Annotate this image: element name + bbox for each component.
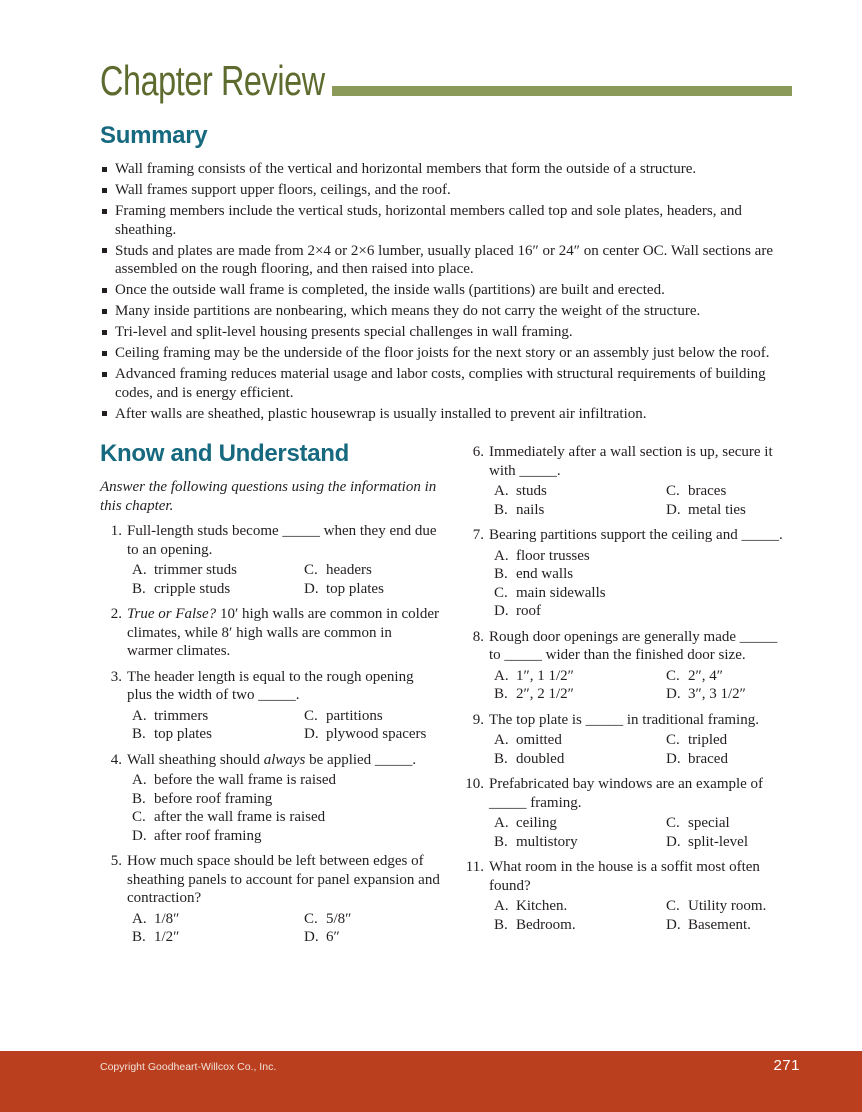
bullet-text: Advanced framing reduces material usage and labor costs, complies with structural requirements of building codes, and is energy efficient. [115,366,766,401]
option-text: ceiling [516,815,557,831]
option-label: B. [494,501,508,518]
option-label: A. [494,483,509,499]
question-item [100,605,441,661]
option-item [304,725,441,744]
option-text: 3″, 3 1/2″ [688,686,746,702]
option-label: A. [494,815,509,831]
option-item [304,580,441,599]
option-text: omitted [516,732,562,748]
option-label: C. [666,898,680,914]
question-body [489,775,792,851]
option-text: top plates [326,580,384,597]
question-number: 9. [472,711,484,728]
bullet-item [100,405,792,424]
options-list [132,771,441,845]
option-item [666,731,792,750]
option-item [494,667,666,686]
option-label: D. [666,833,681,850]
questions-left-list [100,522,441,947]
bullet-item [100,365,792,402]
option-label: D. [304,726,319,742]
option-label: B. [132,726,146,742]
option-text: plywood spacers [326,726,427,742]
option-item [494,750,666,769]
option-text: partitions [326,707,383,724]
question-text [127,852,441,908]
options-list [132,561,441,598]
option-text: end walls [516,566,574,582]
option-label: C. [666,483,680,499]
option-text: Bedroom. [516,916,576,933]
page-title: Chapter Review [100,57,325,104]
instructions-text: Answer the following questions using the information in this chapter. [100,479,437,514]
bullet-text: Framing members include the vertical studs, horizontal members called top and sole plates, headers, and sheathing. [115,203,742,238]
question-item [462,858,792,934]
question-text [489,526,792,545]
question-number: 10. [465,776,484,792]
question-text-segment: The header length is equal to the rough opening plus the width of two _____. [127,668,414,703]
option-item [666,667,792,686]
option-label: A. [494,667,509,684]
option-item [132,928,304,947]
bullet-text: After walls are sheathed, plastic housewrap is usually installed to prevent air infiltration. [115,405,647,422]
question-body [489,628,792,704]
question-text-segment: 10′ high walls are common in colder climates, while 8′ high walls are common in warmer climates. [127,606,439,659]
option-item [494,501,666,520]
option-text: floor trusses [516,547,590,564]
bullet-item [100,344,792,363]
option-item [494,833,666,852]
option-item [494,897,666,916]
question-text-segment: always [263,751,306,768]
option-label: D. [666,501,681,518]
question-text-segment: The top plate is _____ in traditional framing. [489,711,759,728]
option-item [132,790,441,809]
option-label: C. [304,562,318,578]
option-item [494,547,792,566]
bullet-item [100,202,792,239]
option-text: nails [516,501,545,518]
option-label: D. [304,580,319,597]
option-label: D. [132,827,147,844]
question-body [489,858,792,934]
option-text: 1/2″ [154,929,180,945]
question-item [100,751,441,846]
question-number: 11. [465,859,484,875]
question-body [489,443,792,519]
bullet-item [100,242,792,279]
bullet-item [100,323,792,342]
option-label: D. [666,686,681,702]
option-text: Utility room. [688,898,767,914]
question-text [127,751,441,770]
chapter-review-header [100,57,792,112]
question-text-segment: Rough door openings are generally made _____ to _____ wider than the finished door size. [489,628,778,663]
options-list [132,707,441,744]
question-text [127,668,441,705]
option-label: C. [304,707,318,724]
question-text-segment: Immediately after a wall section is up, secure it with _____. [489,444,773,479]
bullet-item [100,160,792,179]
option-text: 2″, 4″ [688,667,723,684]
options-list [494,731,792,768]
question-item [462,775,792,851]
question-body [127,852,441,947]
option-label: C. [132,809,146,825]
option-item [494,685,666,704]
question-body [489,711,792,769]
option-item [132,808,441,827]
option-text: tripled [688,732,728,748]
option-label: D. [494,603,509,619]
bullet-item [100,302,792,321]
option-item [494,916,666,935]
option-text: Kitchen. [516,898,568,914]
question-number: 5. [110,853,122,869]
option-text: main sidewalls [516,584,606,601]
option-label: B. [494,566,508,582]
option-item [494,482,666,501]
option-item [132,771,441,790]
question-text-segment: How much space should be left between edges of sheathing panels to account for panel expansion and contraction? [127,853,440,906]
options-list [494,897,792,934]
bullet-text: Studs and plates are made from 2×4 or 2×6 lumber, usually placed 16″ or 24″ on center OC. Wall sections are assembled on the rough flooring, and then raised into place. [115,242,773,277]
option-text: headers [326,562,372,578]
question-number: 1. [110,523,122,539]
option-label: A. [132,562,147,578]
know-heading: Know and Understand [100,440,349,467]
option-label: B. [494,750,508,767]
option-text: trimmers [154,707,209,724]
question-text-segment: Prefabricated bay windows are an example of _____ framing. [489,776,764,811]
option-item [494,565,792,584]
option-item [494,584,792,603]
question-item [462,443,792,519]
bullet-text: Many inside partitions are nonbearing, which means they do not carry the weight of the structure. [115,303,701,319]
option-label: A. [132,910,147,927]
option-text: 2″, 2 1/2″ [516,686,574,702]
question-text [489,858,792,895]
options-list [494,547,792,621]
question-number: 2. [110,606,122,622]
question-item [100,522,441,598]
option-label: A. [132,707,147,724]
know-and-understand-section [100,440,792,954]
question-body [127,751,441,846]
page-number: 271 [773,1057,800,1074]
option-item [304,707,441,726]
bullet-text: Wall framing consists of the vertical and horizontal members that form the outside of a structure. [115,161,697,177]
options-list [494,482,792,519]
question-text-segment: Full-length studs become _____ when they end due to an opening. [127,523,437,558]
option-text: trimmer studs [154,562,237,578]
option-text: top plates [154,726,212,742]
bullet-item [100,281,792,300]
option-text: 5/8″ [326,910,352,927]
question-text [489,775,792,812]
option-item [304,928,441,947]
option-text: braces [688,483,727,499]
option-label: C. [494,584,508,601]
page-content [100,122,792,954]
question-item [100,852,441,947]
bullet-text: Wall frames support upper floors, ceilings, and the roof. [115,182,451,198]
option-label: B. [494,833,508,850]
option-label: D. [666,750,681,767]
question-text [489,443,792,480]
question-text-segment: be applied _____. [305,751,417,768]
option-text: cripple studs [154,580,231,597]
option-text: after roof framing [154,827,262,844]
summary-list [100,160,792,423]
question-text-segment: Wall sheathing should [127,751,264,768]
questions-left-column [100,440,441,954]
option-item [132,827,441,846]
option-item [494,731,666,750]
questions-right-column [462,440,792,941]
option-label: A. [494,732,509,748]
option-item [666,750,792,769]
question-item [462,711,792,769]
option-label: A. [494,547,509,564]
option-item [494,602,792,621]
bullet-text: Tri-level and split-level housing presents special challenges in wall framing. [115,324,573,340]
option-item [666,501,792,520]
question-text [127,522,441,559]
option-label: B. [132,929,146,945]
question-item [100,668,441,744]
question-body [489,526,792,621]
option-text: braced [688,750,728,767]
option-item [132,580,304,599]
question-text-segment: Bearing partitions support the ceiling and _____. [489,527,783,543]
option-label: C. [666,815,680,831]
question-number: 7. [472,527,484,543]
questions-right-list [462,443,792,934]
option-item [132,910,304,929]
option-text: split-level [688,833,748,850]
option-text: roof [516,603,541,619]
title-rule [332,86,792,96]
question-text [127,605,441,661]
option-item [666,833,792,852]
option-text: studs [516,483,547,499]
option-text: metal ties [688,501,746,518]
option-item [666,897,792,916]
option-label: C. [304,910,318,927]
option-item [494,814,666,833]
option-label: A. [132,772,147,788]
option-label: B. [494,686,508,702]
footer-bar [0,1051,862,1112]
option-text: special [688,815,730,831]
bullet-text: Ceiling framing may be the underside of the floor joists for the next story or an assembly just below the roof. [115,345,770,361]
option-text: before roof framing [154,790,273,807]
option-text: before the wall frame is raised [154,772,336,788]
question-number: 4. [110,751,122,768]
footer-copyright: Copyright Goodheart-Willcox Co., Inc. [100,1061,277,1073]
option-text: 1″, 1 1/2″ [516,667,574,684]
option-item [304,910,441,929]
question-number: 8. [472,628,484,645]
question-number: 6. [472,444,484,460]
option-item [666,916,792,935]
option-item [132,707,304,726]
option-label: C. [666,732,680,748]
question-body [127,605,441,661]
option-label: B. [494,916,508,933]
option-label: D. [304,929,319,945]
question-text [489,628,792,665]
question-item [462,628,792,704]
option-item [666,814,792,833]
option-text: 1/8″ [154,910,180,927]
option-label: A. [494,898,509,914]
option-label: B. [132,580,146,597]
option-item [304,561,441,580]
question-body [127,522,441,598]
question-text-segment: True or False? [127,606,217,622]
question-text-segment: What room in the house is a soffit most often found? [489,859,760,894]
option-text: doubled [516,750,565,767]
summary-heading: Summary [100,122,208,149]
question-text [489,711,792,730]
option-label: C. [666,667,680,684]
option-label: B. [132,790,146,807]
option-text: multistory [516,833,578,850]
options-list [494,667,792,704]
options-list [132,910,441,947]
option-item [132,561,304,580]
option-text: Basement. [688,916,751,933]
bullet-text: Once the outside wall frame is completed, the inside walls (partitions) are built and erected. [115,282,665,298]
bullet-item [100,181,792,200]
option-item [666,482,792,501]
question-number: 3. [110,668,122,685]
options-list [494,814,792,851]
option-label: D. [666,916,681,933]
question-item [462,526,792,621]
option-item [132,725,304,744]
option-item [666,685,792,704]
question-body [127,668,441,744]
option-text: 6″ [326,929,340,945]
option-text: after the wall frame is raised [154,809,326,825]
